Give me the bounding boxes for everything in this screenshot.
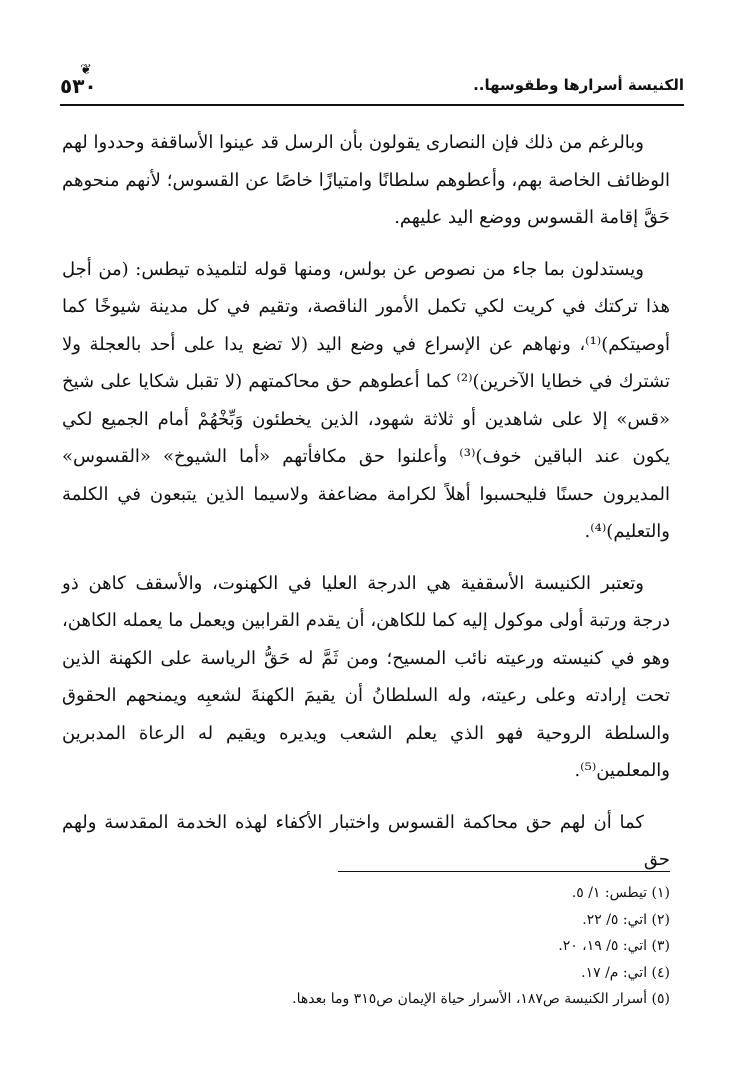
- paragraph: وبالرغم من ذلك فإن النصارى يقولون بأن الرسل قد عينوا الأساقفة وحددوا لهم الوظائف الخاصة بهم، وأعطوهم سلطانًا وامتيازًا خاصًا عن القسوس؛ لأنهم منحوهم حَقَّ إقامة القسوس ووضع اليد عليهم.: [62, 132, 670, 228]
- footnotes: [62, 880, 670, 1013]
- footnote: (٥) أسرار الكنيسة ص١٨٧، الأسرار حياة الإيمان ص٣١٥ وما بعدها.: [292, 991, 670, 1007]
- header-rule: [60, 104, 684, 106]
- paragraph: وتعتبر الكنيسة الأسقفية هي الدرجة العليا في الكهنوت، والأسقف كاهن ذو درجة ورتبة أولى موكول إليه كما للكاهن، أن يقدم القرابين ويعمل ما يعمله الكاهن، وهو في كنيسته ورعيته نائب المسيح؛ ومن ثَمَّ له حَقُّ الرياسة على الكهنة الذين تحت إرادته وعلى رعيته، وله السلطانُ أن يقيمَ الكهنةَ لشعبِه ويمنحهم الحقوق والسلطة الروحية فهو الذي يعلم الشعب ويديره ويقيم له الرعاة المدبرين والمعلمين⁽⁵⁾.: [62, 572, 671, 781]
- paragraph: كما أن لهم حق محاكمة القسوس واختبار الأكفاء لهذه الخدمة المقدسة ولهم حق: [62, 811, 670, 870]
- footnote: (٣) اتي: ٥/ ١٩، ٢٠.: [558, 938, 670, 954]
- running-title: الكنيسة أسرارها وطقوسها..: [473, 76, 684, 94]
- ornament-icon: ❦: [80, 62, 92, 78]
- main-text: [62, 124, 670, 879]
- footnote-separator: [338, 871, 670, 872]
- footnote: (٤) اتي: م/ ١٧.: [581, 964, 670, 981]
- paragraph: ويستدلون بما جاء من نصوص عن بولس، ومنها قوله لتلميذه تيطس: (من أجل هذا تركتك في كريت لكي تكمل الأمور الناقصة، وتقيم في كل مدينة شيوخًا كما أوصيتكم)⁽¹⁾، ونهاهم عن الإسراع في وضع اليد (لا تضع يدا على أحد بالعجلة ولا تشترك في خطايا الآخرين)⁽²⁾ كما أعطوهم حق محاكمتهم (لا تقبل شكايا على شيخ «قس» إلا على شاهدين أو ثلاثة شهود، الذين يخطئون وَبِّخْهُمْ أمام الجميع لكي يكون عند الباقين خوف)⁽³⁾ وأعلنوا حق مكافأتهم «أما الشيوخ» «القسوس» المديرون حسنًا فليحسبوا أهلاً لكرامة مضاعفة ولاسيما الذين يتبعون في الكلمة والتعليم)⁽⁴⁾.: [62, 258, 670, 542]
- page-header: [60, 62, 684, 106]
- page-number: ٥٣٠: [60, 74, 97, 98]
- footnote: (٢) اتي: ٥/ ٢٢.: [582, 911, 670, 928]
- footnote: (١) تيطس: ١/ ٥.: [571, 885, 670, 901]
